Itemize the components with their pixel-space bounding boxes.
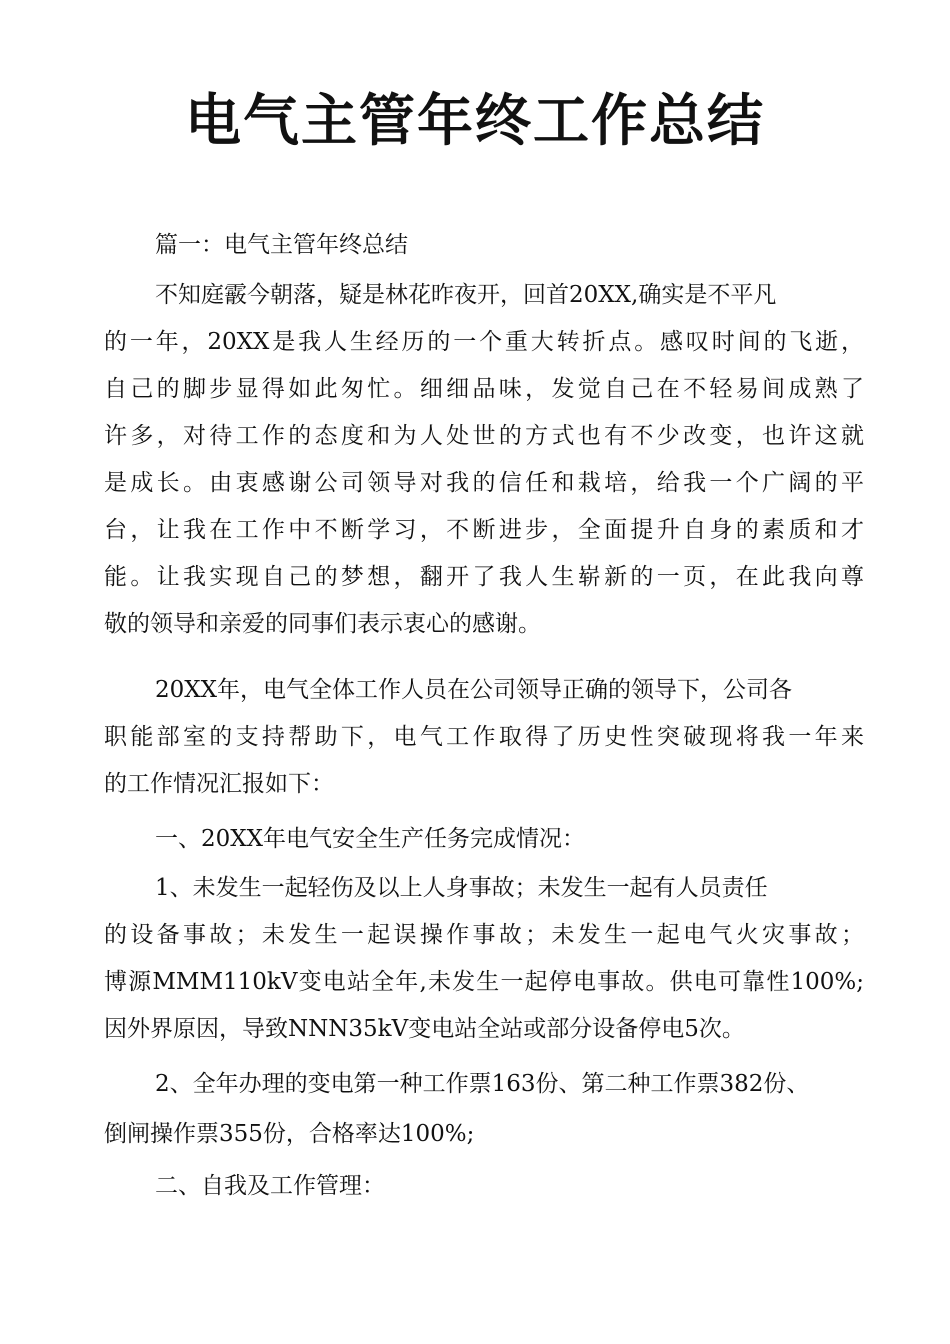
paragraph-line: 是成长。由衷感谢公司领导对我的信任和栽培，给我一个广阔的平 [104, 470, 864, 496]
paragraph-line: 2、全年办理的变电第一种工作票163份、第二种工作票382份、 [155, 1071, 810, 1097]
paragraph-line: 敬的领导和亲爱的同事们表示衷心的感谢。 [104, 611, 541, 637]
paragraph-line: 能。让我实现自己的梦想，翻开了我人生崭新的一页，在此我向尊 [104, 564, 864, 590]
document-title: 电气主管年终工作总结 [185, 89, 765, 154]
paragraph-line: 的工作情况汇报如下： [104, 771, 334, 797]
paragraph-line: 1、未发生一起轻伤及以上人身事故；未发生一起有人员责任 [155, 875, 768, 901]
paragraph-line: 许多，对待工作的态度和为人处世的方式也有不少改变，也许这就 [104, 423, 864, 449]
section-heading: 篇一：电气主管年终总结 [155, 232, 408, 258]
paragraph-line: 倒闸操作票355份，合格率达100%; [104, 1121, 475, 1147]
paragraph-line: 的设备事故；未发生一起误操作事故；未发生一起电气火灾事故； [104, 922, 864, 948]
paragraph-line: 因外界原因，导致NNN35kV变电站全站或部分设备停电5次。 [104, 1016, 745, 1042]
paragraph-line: 不知庭霰今朝落，疑是林花昨夜开，回首20XX,确实是不平凡 [155, 282, 777, 308]
paragraph-line: 的一年，20XX是我人生经历的一个重大转折点。感叹时间的飞逝， [104, 329, 864, 355]
paragraph-line: 职能部室的支持帮助下，电气工作取得了历史性突破现将我一年来 [104, 724, 864, 750]
paragraph-line: 台，让我在工作中不断学习，不断进步，全面提升自身的素质和才 [104, 517, 864, 543]
section-heading: 一、20XX年电气安全生产任务完成情况： [155, 826, 586, 852]
paragraph-line: 博源MMM110kV变电站全年,未发生一起停电事故。供电可靠性100%; [104, 969, 864, 995]
paragraph-line: 自己的脚步显得如此匆忙。细细品味，发觉自己在不轻易间成熟了 [104, 376, 864, 402]
paragraph-line: 20XX年，电气全体工作人员在公司领导正确的领导下，公司各 [155, 677, 793, 703]
section-heading: 二、自我及工作管理： [155, 1173, 385, 1199]
